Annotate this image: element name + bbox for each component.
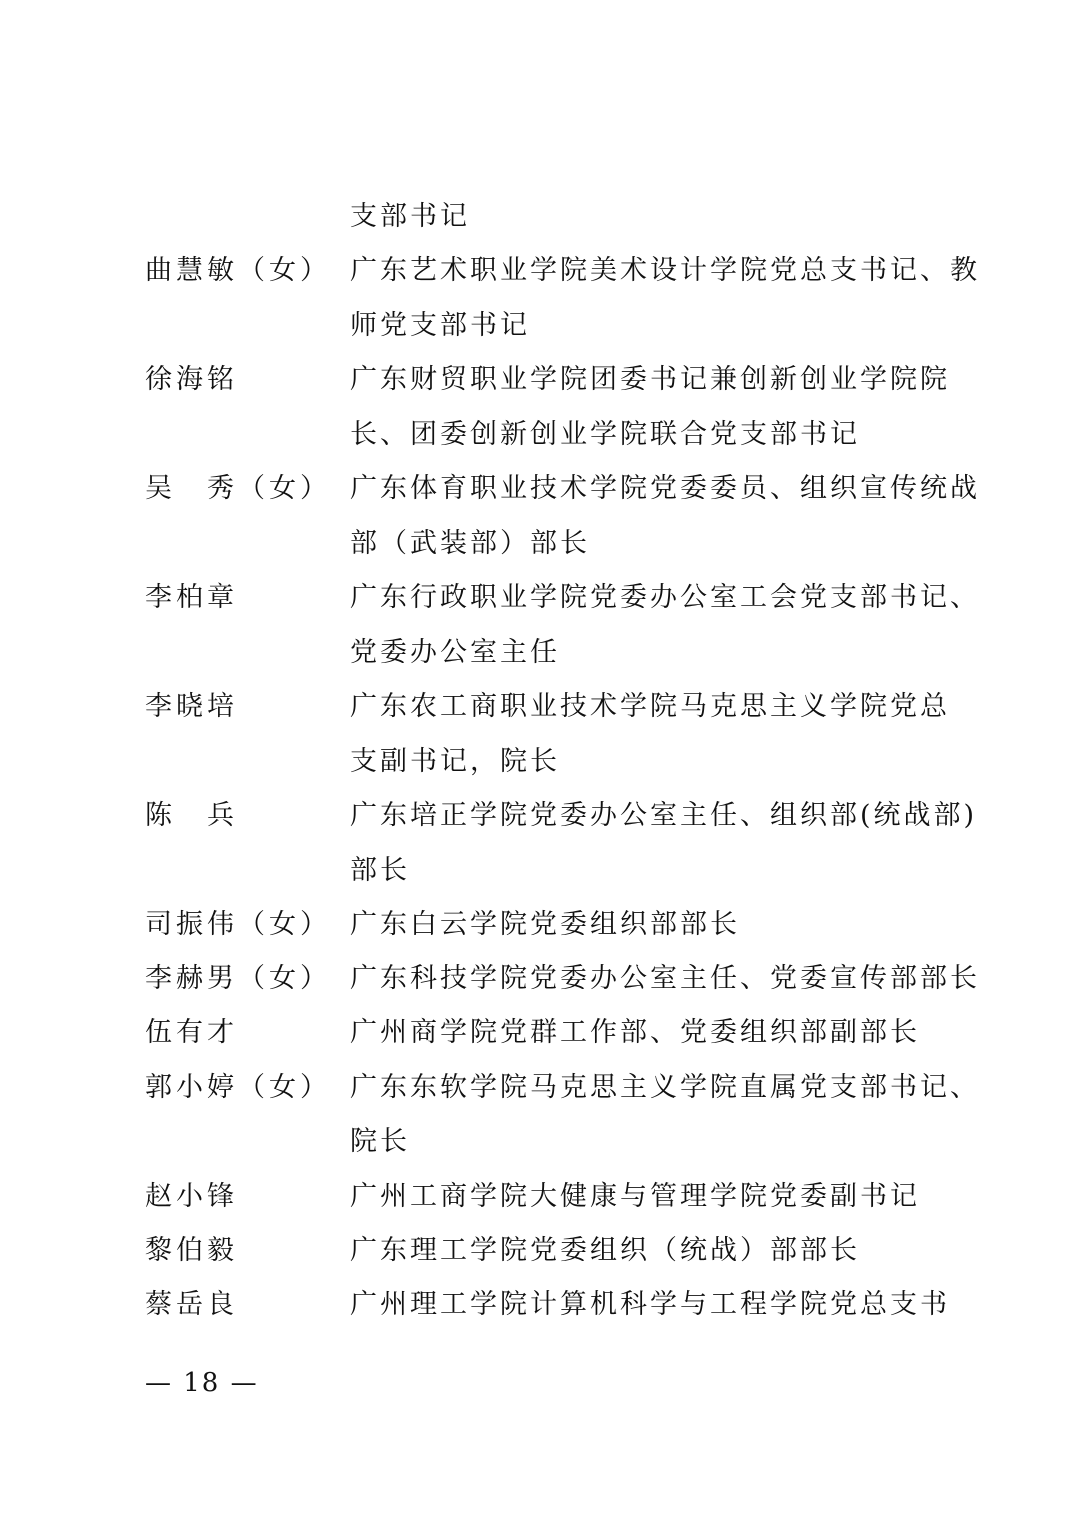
entry-text: 部长 — [350, 855, 410, 886]
entry-text: 广东东软学院马克思主义学院直属党支部书记、 — [350, 1072, 980, 1103]
entry-text: 支部书记 — [350, 201, 470, 232]
entry-text: 部（武装部）部长 — [350, 528, 590, 559]
entry-text: 党委办公室主任 — [350, 637, 560, 668]
entry-text: 广州商学院党群工作部、党委组织部副部长 — [350, 1017, 920, 1048]
person-name: 黎伯毅 — [145, 1235, 238, 1266]
person-name: 李晓培 — [145, 691, 238, 722]
person-name: 李柏章 — [145, 582, 238, 613]
entry-text: 广东财贸职业学院团委书记兼创新创业学院院 — [350, 364, 950, 395]
entry-text: 长、团委创新创业学院联合党支部书记 — [350, 419, 860, 450]
entry-text: 广东艺术职业学院美术设计学院党总支书记、教 — [350, 255, 980, 286]
entry-text: 广东科技学院党委办公室主任、党委宣传部部长 — [350, 963, 980, 994]
person-name: 赵小锋 — [145, 1181, 238, 1212]
entry-text: 支副书记，院长 — [350, 746, 560, 777]
person-name: 曲慧敏（女） — [145, 255, 331, 286]
person-name: 陈 兵 — [145, 800, 238, 831]
entry-text: 院长 — [350, 1126, 410, 1157]
entry-text: 广东农工商职业技术学院马克思主义学院党总 — [350, 691, 950, 722]
entry-text: 师党支部书记 — [350, 310, 530, 341]
entry-text: 广州工商学院大健康与管理学院党委副书记 — [350, 1181, 920, 1212]
person-name: 伍有才 — [145, 1017, 238, 1048]
entry-text: 广东行政职业学院党委办公室工会党支部书记、 — [350, 582, 980, 613]
person-name: 李赫男（女） — [145, 963, 331, 994]
person-name: 郭小婷（女） — [145, 1072, 331, 1103]
entry-text: 广东理工学院党委组织（统战）部部长 — [350, 1235, 860, 1266]
page-number: — 18 — — [145, 1368, 259, 1398]
person-name: 司振伟（女） — [145, 909, 331, 940]
entry-text: 广东白云学院党委组织部部长 — [350, 909, 740, 940]
entry-text: 广东体育职业技术学院党委委员、组织宣传统战 — [350, 473, 980, 504]
person-name: 蔡岳良 — [145, 1289, 238, 1320]
entry-text: 广东培正学院党委办公室主任、组织部(统战部) — [350, 800, 978, 831]
person-name: 吴 秀（女） — [145, 473, 331, 504]
person-name: 徐海铭 — [145, 364, 238, 395]
entry-text: 广州理工学院计算机科学与工程学院党总支书 — [350, 1289, 950, 1320]
